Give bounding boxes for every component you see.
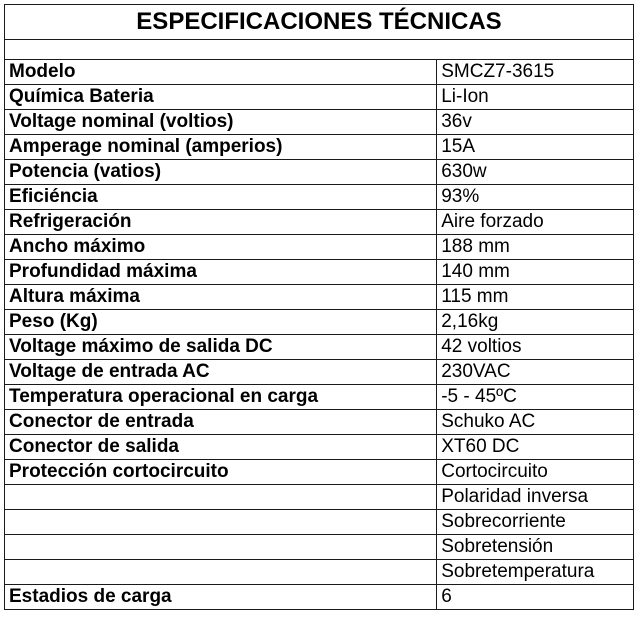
row-label: Conector de salida (5, 435, 437, 460)
row-label: Potencia (vatios) (5, 160, 437, 185)
table-row (5, 160, 634, 185)
table-row (5, 535, 634, 560)
table-row (5, 85, 634, 110)
table-row (5, 235, 634, 260)
row-label: Conector de entrada (5, 410, 437, 435)
row-label (5, 485, 437, 510)
table-row (5, 260, 634, 285)
row-value: 630w (437, 160, 634, 185)
row-label: Peso (Kg) (5, 310, 437, 335)
row-label: Protección cortocircuito (5, 460, 437, 485)
row-label: Eficiéncia (5, 185, 437, 210)
row-value: Aire forzado (437, 210, 634, 235)
row-value: 36v (437, 110, 634, 135)
row-label (5, 560, 437, 585)
table-row (5, 310, 634, 335)
row-value: 42 voltios (437, 335, 634, 360)
row-value: 230VAC (437, 360, 634, 385)
row-value: Polaridad inversa (437, 485, 634, 510)
table-row (5, 485, 634, 510)
row-value: 6 (437, 585, 634, 610)
table-row (5, 560, 634, 585)
row-label: Profundidad máxima (5, 260, 437, 285)
row-value: 188 mm (437, 235, 634, 260)
row-label: Voltage máximo de salida DC (5, 335, 437, 360)
table-row (5, 285, 634, 310)
row-value: XT60 DC (437, 435, 634, 460)
row-label: Estadios de carga (5, 585, 437, 610)
row-value: SMCZ7-3615 (437, 60, 634, 85)
table-row (5, 335, 634, 360)
row-value: Cortocircuito (437, 460, 634, 485)
row-value: Schuko AC (437, 410, 634, 435)
row-label: Química Bateria (5, 85, 437, 110)
table-row (5, 435, 634, 460)
title-row (5, 5, 634, 40)
table-row (5, 185, 634, 210)
row-label: Amperage nominal (amperios) (5, 135, 437, 160)
table-row (5, 110, 634, 135)
row-value: Sobretemperatura (437, 560, 634, 585)
row-label: Voltage nominal (voltios) (5, 110, 437, 135)
row-value: Sobrecorriente (437, 510, 634, 535)
row-value: 15A (437, 135, 634, 160)
table-row (5, 210, 634, 235)
blank-cell (5, 40, 634, 60)
row-label: Altura máxima (5, 285, 437, 310)
table-row (5, 510, 634, 535)
table-row (5, 460, 634, 485)
row-label: Refrigeración (5, 210, 437, 235)
row-value: 115 mm (437, 285, 634, 310)
table-row (5, 60, 634, 85)
row-value: 2,16kg (437, 310, 634, 335)
row-label: Modelo (5, 60, 437, 85)
table-row (5, 585, 634, 610)
row-value: -5 - 45ºC (437, 385, 634, 410)
row-label: Temperatura operacional en carga (5, 385, 437, 410)
row-label: Ancho máximo (5, 235, 437, 260)
table-title: ESPECIFICACIONES TÉCNICAS (5, 5, 634, 40)
row-value: 93% (437, 185, 634, 210)
row-label (5, 535, 437, 560)
table-row (5, 385, 634, 410)
row-label (5, 510, 437, 535)
table-row (5, 410, 634, 435)
row-label: Voltage de entrada AC (5, 360, 437, 385)
row-value: Li-Ion (437, 85, 634, 110)
row-value: 140 mm (437, 260, 634, 285)
table-row (5, 360, 634, 385)
blank-row (5, 40, 634, 60)
row-value: Sobretensión (437, 535, 634, 560)
table-row (5, 135, 634, 160)
spec-table (4, 4, 634, 610)
